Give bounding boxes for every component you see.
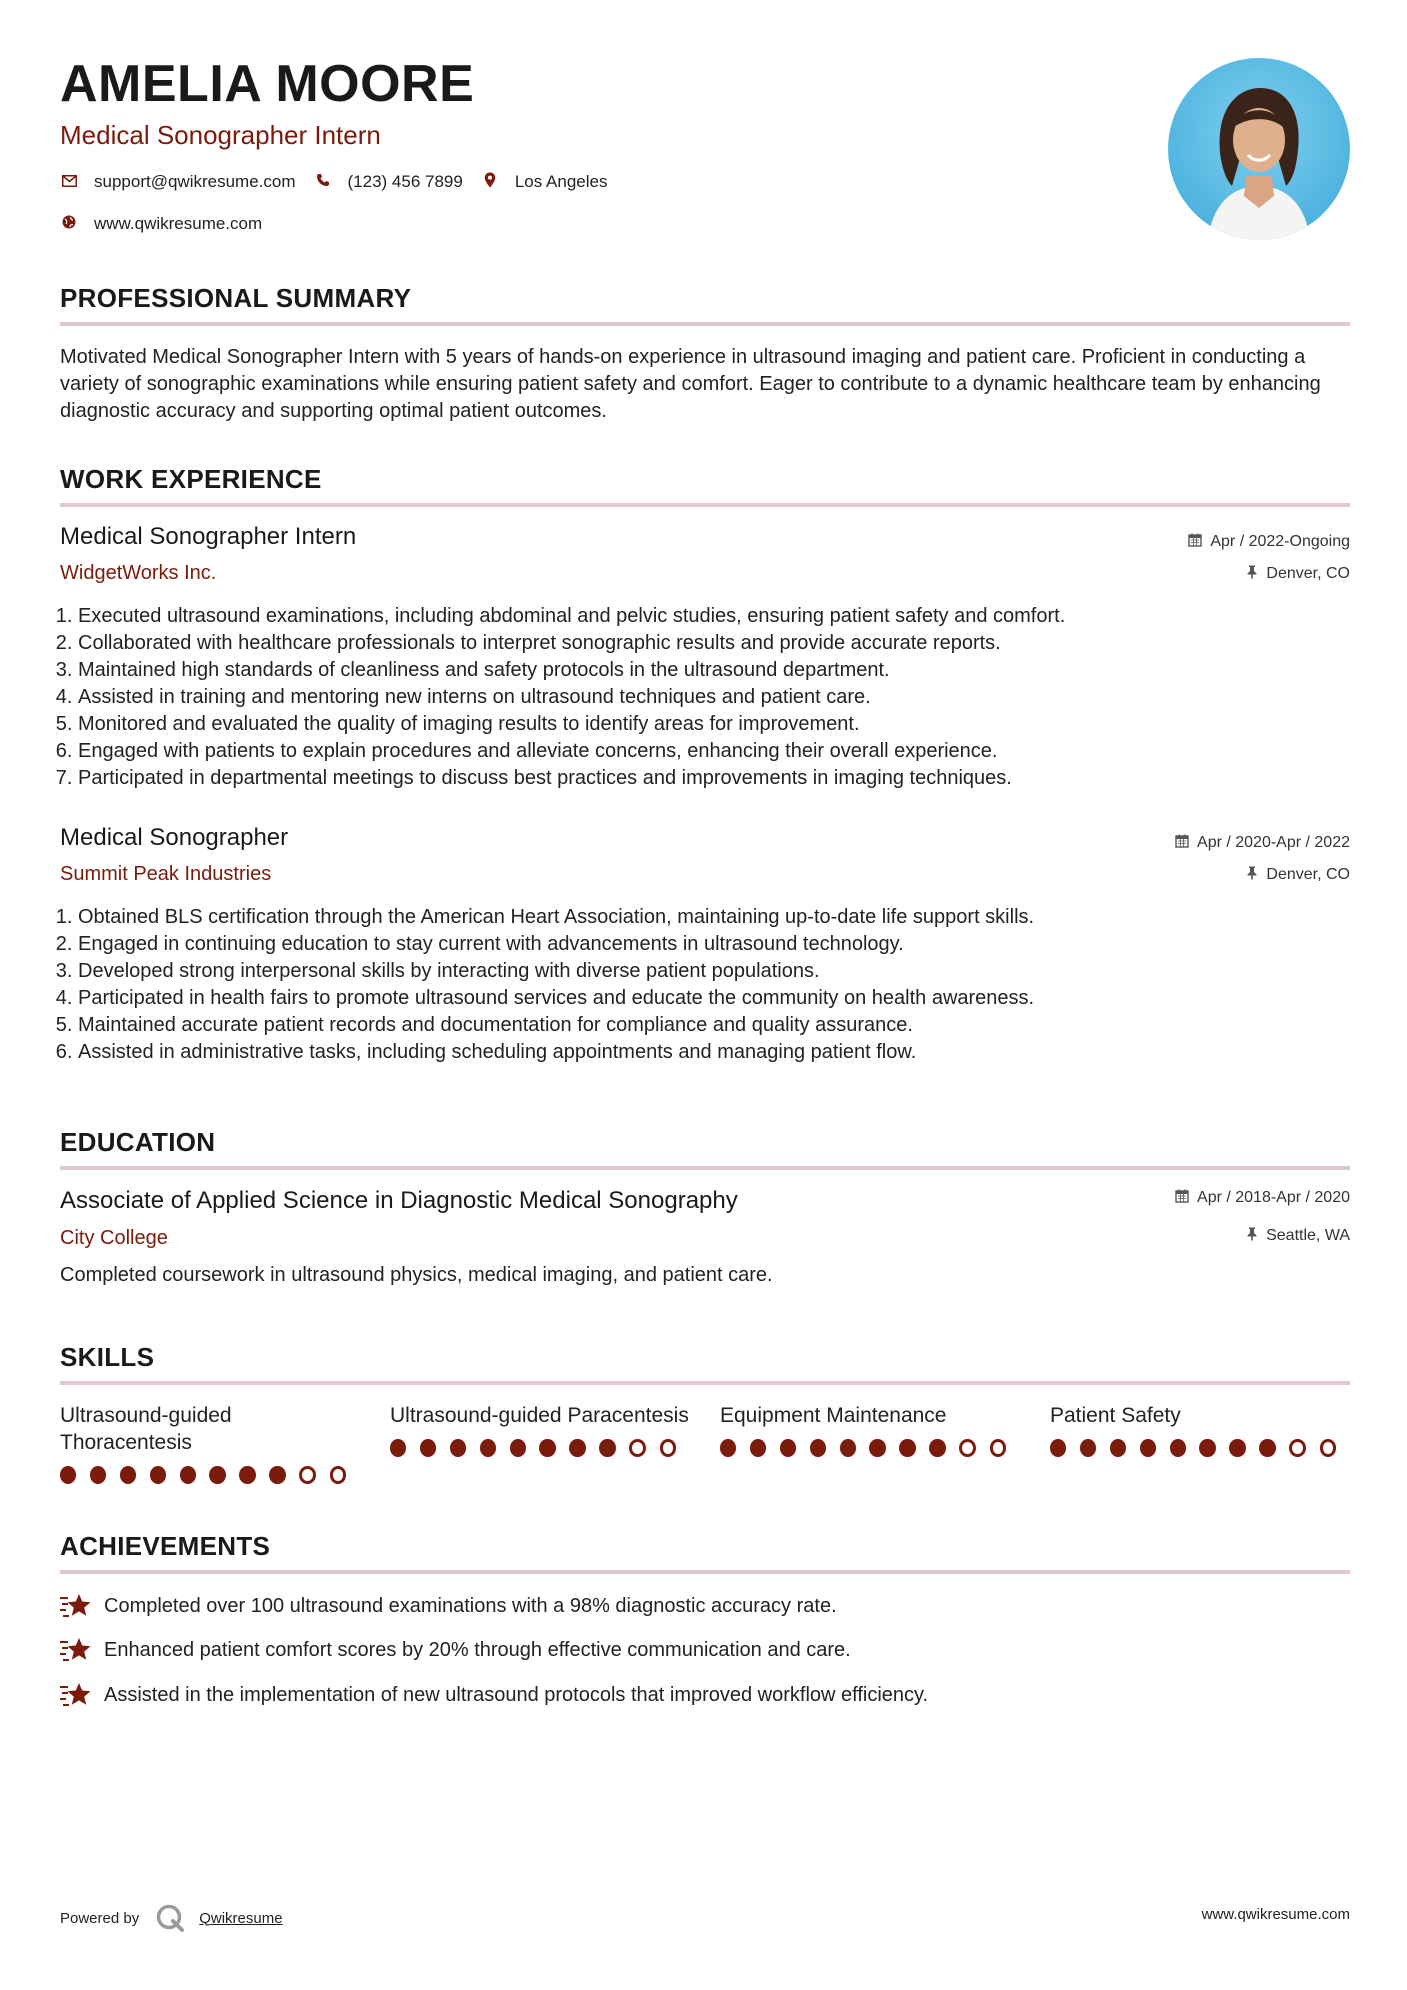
rating-dot-empty [990, 1439, 1007, 1457]
globe-icon [60, 215, 78, 233]
skill-item [60, 1402, 360, 1484]
rating-dot-filled [840, 1439, 856, 1457]
rating-dot-filled [1170, 1439, 1186, 1457]
achievement-text: Completed over 100 ultrasound examinations with a 98% diagnostic accuracy rate. [104, 1594, 837, 1617]
skill-item [390, 1402, 690, 1457]
rating-dot-filled [390, 1439, 406, 1457]
list-item: 3. Maintained high standards of cleanliness and safety protocols in the ultrasound department. [78, 657, 1350, 684]
list-item: 2. Collaborated with healthcare professionals to interpret sonographic results and provide accurate reports. [78, 630, 1350, 657]
skill-rating [1050, 1439, 1350, 1457]
list-item: 4. Participated in health fairs to promote ultrasound services and educate the community on health awareness. [78, 985, 1350, 1012]
list-item: 5. Maintained accurate patient records and documentation for compliance and quality assurance. [78, 1012, 1350, 1039]
rating-dot-empty [330, 1466, 347, 1484]
map-pin-icon [481, 172, 499, 192]
list-item: 1. Obtained BLS certification through the American Heart Association, maintaining up-to-date life support skills. [78, 904, 1350, 931]
footer-website[interactable]: www.qwikresume.com [1201, 1906, 1350, 1923]
achievement-text: Assisted in the implementation of new ultrasound protocols that improved workflow efficiency. [104, 1683, 929, 1706]
rating-dot-filled [150, 1466, 166, 1484]
rating-dot-filled [599, 1439, 615, 1457]
calendar-icon [1175, 834, 1189, 852]
list-item: 6. Engaged with patients to explain procedures and alleviate concerns, enhancing their overall experience. [78, 738, 1350, 765]
rating-dot-filled [420, 1439, 436, 1457]
job-company: Summit Peak Industries [60, 863, 272, 885]
list-item: 1. Executed ultrasound examinations, including abdominal and pelvic studies, ensuring patient safety and comfort. [78, 603, 1350, 630]
skill-name: Ultrasound-guided Paracentesis [390, 1404, 689, 1427]
list-item: 2. Engaged in continuing education to stay current with advancements in ultrasound technology. [78, 931, 1350, 958]
rating-dot-filled [120, 1466, 136, 1484]
job-bullets [60, 603, 1350, 792]
rating-dot-filled [539, 1439, 555, 1457]
summary-text: Motivated Medical Sonographer Intern with 5 years of hands-on experience in ultrasound imaging and patient care. Proficient in conducting a variety of sonographic examinations while ensuring patient safety and comfort. Eager to contribute to a dynamic healthcare team by enhancing diagnostic accuracy and supporting optimal patient outcomes. [60, 346, 1321, 422]
job-location [1246, 866, 1350, 884]
skill-name: Patient Safety [1050, 1404, 1181, 1427]
rating-dot-filled [269, 1466, 285, 1484]
contact-row-2 [60, 214, 280, 234]
rating-dot-filled [750, 1439, 766, 1457]
brand-link[interactable]: Qwikresume [199, 1909, 283, 1927]
job-company: WidgetWorks Inc. [60, 562, 217, 584]
skills-divider [60, 1381, 1350, 1385]
rating-dot-empty [299, 1466, 316, 1484]
rating-dot-filled [1050, 1439, 1066, 1457]
experience-divider [60, 503, 1350, 507]
rating-dot-filled [810, 1439, 826, 1457]
rating-dot-filled [480, 1439, 496, 1457]
qwikresume-logo-icon [155, 1903, 185, 1933]
skill-item [720, 1402, 1020, 1457]
contact-website[interactable] [60, 214, 262, 234]
job-location-text: Denver, CO [1266, 866, 1350, 883]
skill-rating [60, 1466, 360, 1484]
job-title: Medical Sonographer Intern [60, 523, 357, 550]
rating-dot-empty [1289, 1439, 1306, 1457]
powered-by-label: Powered by [60, 1909, 140, 1927]
envelope-icon [60, 174, 78, 191]
rating-dot-filled [90, 1466, 106, 1484]
rating-dot-filled [1140, 1439, 1156, 1457]
job-bullets [60, 904, 1350, 1066]
education-description: Completed coursework in ultrasound physics, medical imaging, and patient care. [60, 1264, 773, 1286]
pushpin-icon [1246, 866, 1258, 884]
achievement-item [60, 1592, 837, 1620]
skill-name: Ultrasound-guided Thoracentesis [60, 1404, 232, 1454]
job-dates [1188, 533, 1350, 551]
list-item: 7. Participated in departmental meetings to discuss best practices and improvements in imaging techniques. [78, 765, 1350, 792]
skill-rating [720, 1439, 1020, 1457]
list-item: 6. Assisted in administrative tasks, including scheduling appointments and managing patient flow. [78, 1039, 1350, 1066]
skill-rating [390, 1439, 690, 1457]
resume-page [60, 0, 1350, 1990]
rating-dot-empty [629, 1439, 646, 1457]
list-item: 4. Assisted in training and mentoring new interns on ultrasound techniques and patient care. [78, 684, 1350, 711]
education-divider [60, 1166, 1350, 1170]
star-icon [60, 1681, 92, 1709]
degree-title: Associate of Applied Science in Diagnostic Medical Sonography [60, 1187, 738, 1214]
skill-name: Equipment Maintenance [720, 1404, 947, 1427]
location-text: Los Angeles [514, 172, 608, 191]
achievement-item [60, 1681, 928, 1709]
rating-dot-filled [869, 1439, 885, 1457]
education-location [1246, 1227, 1350, 1245]
skills-heading: SKILLS [60, 1342, 155, 1372]
rating-dot-filled [720, 1439, 736, 1457]
rating-dot-filled [60, 1466, 76, 1484]
job-location-text: Denver, CO [1266, 565, 1350, 582]
achievements-heading: ACHIEVEMENTS [60, 1531, 271, 1561]
summary-heading: PROFESSIONAL SUMMARY [60, 283, 412, 313]
achievements-divider [60, 1570, 1350, 1574]
rating-dot-filled [1199, 1439, 1215, 1457]
candidate-name: AMELIA MOORE [60, 55, 475, 113]
rating-dot-filled [780, 1439, 796, 1457]
rating-dot-empty [1320, 1439, 1337, 1457]
contact-email[interactable] [60, 172, 296, 192]
education-location-text: Seattle, WA [1266, 1227, 1350, 1244]
rating-dot-empty [959, 1439, 976, 1457]
website-text: www.qwikresume.com [94, 214, 263, 233]
profile-photo [1168, 58, 1350, 240]
achievement-text: Enhanced patient comfort scores by 20% through effective communication and care. [104, 1638, 851, 1661]
job-location [1246, 565, 1350, 583]
achievement-item [60, 1636, 851, 1664]
contact-phone[interactable] [314, 172, 463, 192]
job-dates [1175, 834, 1350, 852]
candidate-role: Medical Sonographer Intern [60, 120, 381, 150]
footer-powered-by [60, 1903, 283, 1933]
calendar-icon [1188, 533, 1202, 551]
rating-dot-filled [209, 1466, 225, 1484]
pushpin-icon [1246, 1227, 1258, 1245]
calendar-icon [1175, 1189, 1189, 1207]
school-name: City College [60, 1227, 168, 1249]
education-dates [1175, 1189, 1350, 1207]
rating-dot-filled [1110, 1439, 1126, 1457]
skill-item [1050, 1402, 1350, 1457]
phone-text: (123) 456 7899 [347, 172, 463, 191]
contact-row-1 [60, 172, 625, 192]
star-icon [60, 1636, 92, 1664]
rating-dot-filled [1229, 1439, 1245, 1457]
education-dates-text: Apr / 2018-Apr / 2020 [1197, 1189, 1350, 1206]
list-item: 3. Developed strong interpersonal skills by interacting with diverse patient populations. [78, 958, 1350, 985]
job-dates-text: Apr / 2020-Apr / 2022 [1197, 834, 1350, 851]
job-title: Medical Sonographer [60, 824, 289, 851]
star-icon [60, 1592, 92, 1620]
rating-dot-filled [569, 1439, 585, 1457]
email-text: support@qwikresume.com [94, 172, 296, 191]
education-heading: EDUCATION [60, 1127, 216, 1157]
experience-heading: WORK EXPERIENCE [60, 464, 322, 494]
rating-dot-filled [180, 1466, 196, 1484]
phone-icon [314, 173, 332, 191]
rating-dot-filled [1259, 1439, 1275, 1457]
rating-dot-filled [1080, 1439, 1096, 1457]
pushpin-icon [1246, 565, 1258, 583]
rating-dot-filled [510, 1439, 526, 1457]
rating-dot-filled [929, 1439, 945, 1457]
list-item: 5. Monitored and evaluated the quality of imaging results to identify areas for improvement. [78, 711, 1350, 738]
rating-dot-filled [899, 1439, 915, 1457]
contact-location [481, 172, 608, 192]
rating-dot-filled [450, 1439, 466, 1457]
rating-dot-filled [239, 1466, 255, 1484]
job-dates-text: Apr / 2022-Ongoing [1210, 533, 1350, 550]
summary-divider [60, 322, 1350, 326]
rating-dot-empty [660, 1439, 677, 1457]
